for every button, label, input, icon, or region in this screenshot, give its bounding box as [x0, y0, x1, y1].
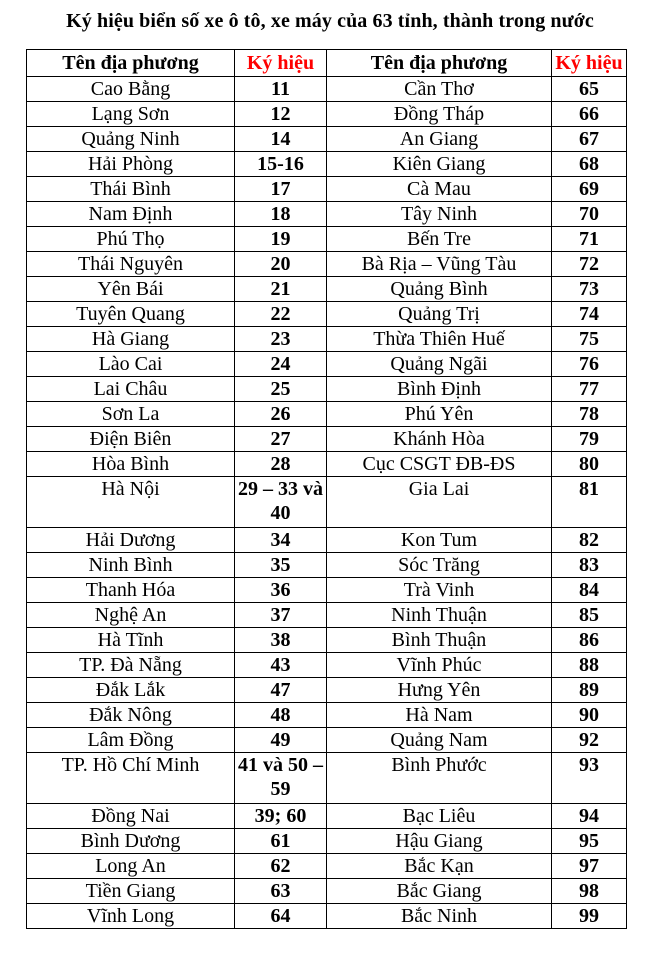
- place-cell: Thái Bình: [27, 177, 235, 202]
- code-cell: 83: [552, 553, 627, 578]
- place-cell: Long An: [27, 854, 235, 879]
- code-cell: 98: [552, 879, 627, 904]
- code-cell: 64: [235, 904, 327, 929]
- place-cell: Hưng Yên: [327, 678, 552, 703]
- code-cell: 41 và 50 – 59: [235, 753, 327, 804]
- code-cell: 70: [552, 202, 627, 227]
- code-cell: 66: [552, 102, 627, 127]
- code-cell: 19: [235, 227, 327, 252]
- place-cell: An Giang: [327, 127, 552, 152]
- table-row: [27, 352, 627, 377]
- table-row: [27, 703, 627, 728]
- code-cell: 75: [552, 327, 627, 352]
- place-cell: Gia Lai: [327, 477, 552, 528]
- place-cell: Cà Mau: [327, 177, 552, 202]
- code-cell: 35: [235, 553, 327, 578]
- code-cell: 15-16: [235, 152, 327, 177]
- table-row: [27, 578, 627, 603]
- table-row: [27, 653, 627, 678]
- place-cell: Vĩnh Phúc: [327, 653, 552, 678]
- place-cell: Lai Châu: [27, 377, 235, 402]
- code-cell: 20: [235, 252, 327, 277]
- place-cell: Đồng Nai: [27, 804, 235, 829]
- table-row: [27, 728, 627, 753]
- place-cell: Quảng Ninh: [27, 127, 235, 152]
- place-cell: Điện Biên: [27, 427, 235, 452]
- place-cell: Bà Rịa – Vũng Tàu: [327, 252, 552, 277]
- code-cell: 36: [235, 578, 327, 603]
- place-cell: Đắk Lắk: [27, 678, 235, 703]
- place-cell: Đắk Nông: [27, 703, 235, 728]
- table-row: [27, 753, 627, 804]
- table-row: [27, 252, 627, 277]
- code-cell: 73: [552, 277, 627, 302]
- place-cell: Cần Thơ: [327, 77, 552, 102]
- code-cell: 22: [235, 302, 327, 327]
- code-cell: 43: [235, 653, 327, 678]
- place-cell: Sóc Trăng: [327, 553, 552, 578]
- code-cell: 63: [235, 879, 327, 904]
- code-cell: 39; 60: [235, 804, 327, 829]
- code-cell: 47: [235, 678, 327, 703]
- place-cell: Bạc Liêu: [327, 804, 552, 829]
- code-cell: 84: [552, 578, 627, 603]
- place-cell: Phú Thọ: [27, 227, 235, 252]
- place-cell: Thái Nguyên: [27, 252, 235, 277]
- code-cell: 34: [235, 528, 327, 553]
- code-cell: 27: [235, 427, 327, 452]
- place-cell: Lạng Sơn: [27, 102, 235, 127]
- place-cell: Phú Yên: [327, 402, 552, 427]
- place-cell: Quảng Bình: [327, 277, 552, 302]
- table-row: [27, 678, 627, 703]
- code-cell: 76: [552, 352, 627, 377]
- code-cell: 18: [235, 202, 327, 227]
- place-cell: Lâm Đồng: [27, 728, 235, 753]
- place-cell: Lào Cai: [27, 352, 235, 377]
- table-header-row: [27, 50, 627, 77]
- place-cell: Bắc Giang: [327, 879, 552, 904]
- code-cell: 72: [552, 252, 627, 277]
- table-row: [27, 402, 627, 427]
- code-cell: 97: [552, 854, 627, 879]
- table-row: [27, 477, 627, 528]
- place-cell: Khánh Hòa: [327, 427, 552, 452]
- place-cell: Hà Giang: [27, 327, 235, 352]
- place-cell: Hà Nội: [27, 477, 235, 528]
- place-cell: Đồng Tháp: [327, 102, 552, 127]
- code-cell: 80: [552, 452, 627, 477]
- code-cell: 37: [235, 603, 327, 628]
- table-row: [27, 127, 627, 152]
- place-cell: Sơn La: [27, 402, 235, 427]
- place-cell: Quảng Nam: [327, 728, 552, 753]
- table-row: [27, 628, 627, 653]
- place-cell: Hà Nam: [327, 703, 552, 728]
- place-cell: Kiên Giang: [327, 152, 552, 177]
- code-cell: 12: [235, 102, 327, 127]
- code-cell: 65: [552, 77, 627, 102]
- code-cell: 38: [235, 628, 327, 653]
- code-cell: 29 – 33 và 40: [235, 477, 327, 528]
- table-row: [27, 202, 627, 227]
- place-cell: Bình Thuận: [327, 628, 552, 653]
- code-cell: 49: [235, 728, 327, 753]
- code-cell: 25: [235, 377, 327, 402]
- code-cell: 61: [235, 829, 327, 854]
- place-cell: Hậu Giang: [327, 829, 552, 854]
- table-row: [27, 879, 627, 904]
- table-body: [27, 77, 627, 929]
- code-cell: 79: [552, 427, 627, 452]
- table-row: [27, 277, 627, 302]
- code-cell: 68: [552, 152, 627, 177]
- code-cell: 86: [552, 628, 627, 653]
- code-cell: 94: [552, 804, 627, 829]
- place-cell: Hòa Bình: [27, 452, 235, 477]
- place-cell: Bến Tre: [327, 227, 552, 252]
- header-place-2: Tên địa phương: [327, 50, 552, 77]
- place-cell: Bình Phước: [327, 753, 552, 804]
- table-row: [27, 528, 627, 553]
- code-cell: 88: [552, 653, 627, 678]
- code-cell: 95: [552, 829, 627, 854]
- table-row: [27, 227, 627, 252]
- place-cell: Bình Định: [327, 377, 552, 402]
- place-cell: Nam Định: [27, 202, 235, 227]
- code-cell: 89: [552, 678, 627, 703]
- header-place: Tên địa phương: [27, 50, 235, 77]
- code-cell: 90: [552, 703, 627, 728]
- table-row: [27, 327, 627, 352]
- place-cell: Quảng Ngãi: [327, 352, 552, 377]
- code-cell: 11: [235, 77, 327, 102]
- code-cell: 92: [552, 728, 627, 753]
- table-row: [27, 603, 627, 628]
- table-row: [27, 152, 627, 177]
- table-row: [27, 553, 627, 578]
- place-cell: Tiền Giang: [27, 879, 235, 904]
- table-row: [27, 77, 627, 102]
- place-cell: Tây Ninh: [327, 202, 552, 227]
- code-cell: 77: [552, 377, 627, 402]
- code-cell: 69: [552, 177, 627, 202]
- code-cell: 48: [235, 703, 327, 728]
- place-cell: TP. Đà Nẵng: [27, 653, 235, 678]
- place-cell: Quảng Trị: [327, 302, 552, 327]
- code-cell: 71: [552, 227, 627, 252]
- code-cell: 28: [235, 452, 327, 477]
- table-row: [27, 427, 627, 452]
- table-row: [27, 452, 627, 477]
- code-cell: 17: [235, 177, 327, 202]
- code-cell: 14: [235, 127, 327, 152]
- table-row: [27, 102, 627, 127]
- code-cell: 85: [552, 603, 627, 628]
- table-row: [27, 829, 627, 854]
- place-cell: Tuyên Quang: [27, 302, 235, 327]
- place-cell: Cao Bằng: [27, 77, 235, 102]
- table-row: [27, 177, 627, 202]
- place-cell: Vĩnh Long: [27, 904, 235, 929]
- place-cell: Bắc Kạn: [327, 854, 552, 879]
- code-cell: 26: [235, 402, 327, 427]
- place-cell: Nghệ An: [27, 603, 235, 628]
- plate-code-table: [26, 49, 627, 929]
- code-cell: 67: [552, 127, 627, 152]
- place-cell: Cục CSGT ĐB-ĐS: [327, 452, 552, 477]
- place-cell: Ninh Bình: [27, 553, 235, 578]
- header-code: Ký hiệu: [235, 50, 327, 77]
- place-cell: Bình Dương: [27, 829, 235, 854]
- table-row: [27, 302, 627, 327]
- place-cell: Bắc Ninh: [327, 904, 552, 929]
- code-cell: 93: [552, 753, 627, 804]
- place-cell: Thanh Hóa: [27, 578, 235, 603]
- code-cell: 24: [235, 352, 327, 377]
- table-row: [27, 904, 627, 929]
- page-title: Ký hiệu biển số xe ô tô, xe máy của 63 tỉnh, thành trong nước: [66, 10, 594, 32]
- code-cell: 62: [235, 854, 327, 879]
- code-cell: 21: [235, 277, 327, 302]
- table-row: [27, 854, 627, 879]
- code-cell: 82: [552, 528, 627, 553]
- place-cell: Kon Tum: [327, 528, 552, 553]
- code-cell: 78: [552, 402, 627, 427]
- place-cell: Ninh Thuận: [327, 603, 552, 628]
- place-cell: Trà Vinh: [327, 578, 552, 603]
- place-cell: Hà Tĩnh: [27, 628, 235, 653]
- header-code-2: Ký hiệu: [552, 50, 627, 77]
- place-cell: Yên Bái: [27, 277, 235, 302]
- code-cell: 74: [552, 302, 627, 327]
- code-cell: 99: [552, 904, 627, 929]
- place-cell: Thừa Thiên Huế: [327, 327, 552, 352]
- code-cell: 23: [235, 327, 327, 352]
- table-row: [27, 804, 627, 829]
- table-row: [27, 377, 627, 402]
- place-cell: Hải Dương: [27, 528, 235, 553]
- code-cell: 81: [552, 477, 627, 528]
- place-cell: Hải Phòng: [27, 152, 235, 177]
- place-cell: TP. Hồ Chí Minh: [27, 753, 235, 804]
